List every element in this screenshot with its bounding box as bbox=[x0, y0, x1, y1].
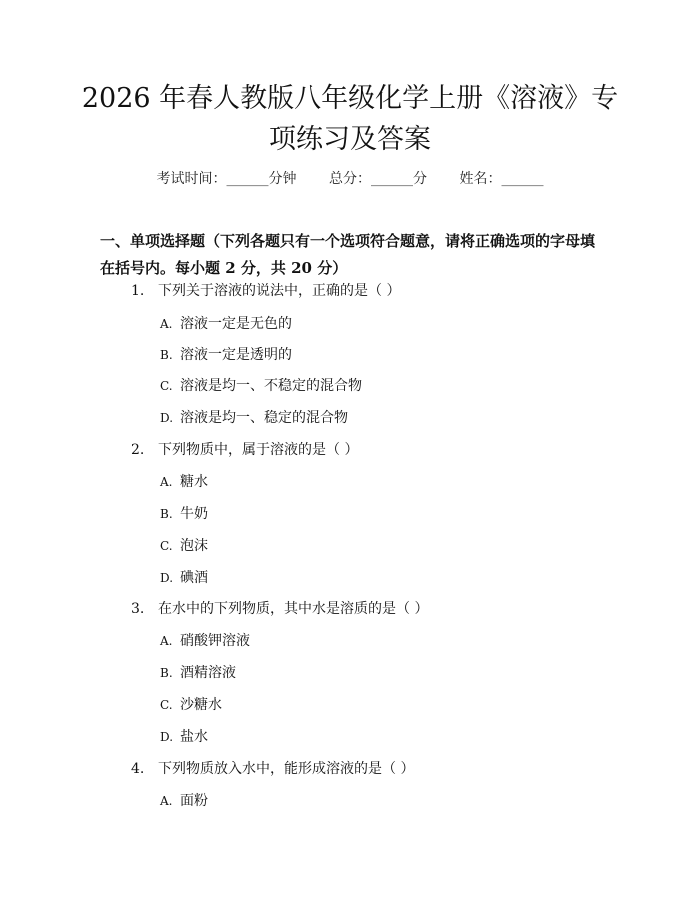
option-text: 糖水 bbox=[180, 474, 208, 490]
student-name-field: 姓名：______ bbox=[459, 171, 544, 187]
title-line-2: 项练习及答案 bbox=[269, 124, 431, 155]
option-text: 面粉 bbox=[180, 793, 208, 809]
option-text: 溶液是均一、稳定的混合物 bbox=[180, 410, 348, 426]
option-letter: C. bbox=[160, 379, 173, 393]
option-2d bbox=[160, 569, 208, 587]
option-letter: D. bbox=[160, 411, 174, 425]
option-2c bbox=[160, 537, 208, 555]
option-text: 盐水 bbox=[180, 729, 208, 745]
exam-time-field: 考试时间：______分钟 bbox=[156, 171, 297, 187]
option-text: 溶液一定是无色的 bbox=[180, 316, 292, 332]
question-text: 下列关于溶液的说法中，正确的是（ ） bbox=[158, 283, 401, 299]
option-text: 碘酒 bbox=[180, 570, 208, 586]
total-score-field: 总分：______分 bbox=[329, 171, 427, 187]
option-1d bbox=[160, 409, 348, 427]
option-text: 沙糖水 bbox=[180, 697, 222, 713]
document-title bbox=[60, 78, 640, 160]
option-text: 溶液是均一、不稳定的混合物 bbox=[180, 378, 362, 394]
option-letter: A. bbox=[160, 317, 173, 331]
question-number: 1. bbox=[131, 283, 145, 299]
question-number: 2. bbox=[131, 442, 145, 458]
option-letter: C. bbox=[160, 539, 173, 553]
option-letter: D. bbox=[160, 571, 174, 585]
option-1a bbox=[160, 315, 292, 333]
option-text: 酒精溶液 bbox=[180, 665, 236, 681]
question-number: 3. bbox=[131, 601, 145, 617]
question-number: 4. bbox=[131, 761, 145, 777]
option-3c bbox=[160, 696, 222, 714]
question-1 bbox=[131, 282, 400, 300]
option-3d bbox=[160, 728, 208, 746]
question-text: 下列物质放入水中，能形成溶液的是（ ） bbox=[158, 761, 415, 777]
option-3a bbox=[160, 632, 250, 650]
option-letter: B. bbox=[160, 666, 173, 680]
option-2a bbox=[160, 473, 208, 491]
section-heading: 一、单项选择题（下列各题只有一个选项符合题意，请将正确选项的字母填在括号内。每小题 2 分，共 20 分） bbox=[100, 232, 596, 277]
option-2b bbox=[160, 505, 208, 523]
option-3b bbox=[160, 664, 236, 682]
option-text: 溶液一定是透明的 bbox=[180, 347, 292, 363]
option-4a bbox=[160, 792, 208, 810]
option-text: 泡沫 bbox=[180, 538, 208, 554]
option-letter: A. bbox=[160, 794, 173, 808]
option-letter: A. bbox=[160, 634, 173, 648]
question-text: 在水中的下列物质，其中水是溶质的是（ ） bbox=[158, 601, 429, 617]
option-letter: C. bbox=[160, 698, 173, 712]
option-text: 硝酸钾溶液 bbox=[180, 633, 250, 649]
title-line-1: 2026 年春人教版八年级化学上册《溶液》专 bbox=[81, 83, 619, 114]
option-letter: B. bbox=[160, 507, 173, 521]
question-2 bbox=[131, 441, 358, 459]
option-1c bbox=[160, 377, 362, 395]
question-4 bbox=[131, 760, 414, 778]
question-3 bbox=[131, 600, 428, 618]
exam-meta bbox=[0, 168, 700, 188]
option-letter: D. bbox=[160, 730, 174, 744]
option-text: 牛奶 bbox=[180, 506, 208, 522]
question-text: 下列物质中，属于溶液的是（ ） bbox=[158, 442, 359, 458]
option-letter: A. bbox=[160, 475, 173, 489]
option-letter: B. bbox=[160, 348, 173, 362]
option-1b bbox=[160, 346, 292, 364]
